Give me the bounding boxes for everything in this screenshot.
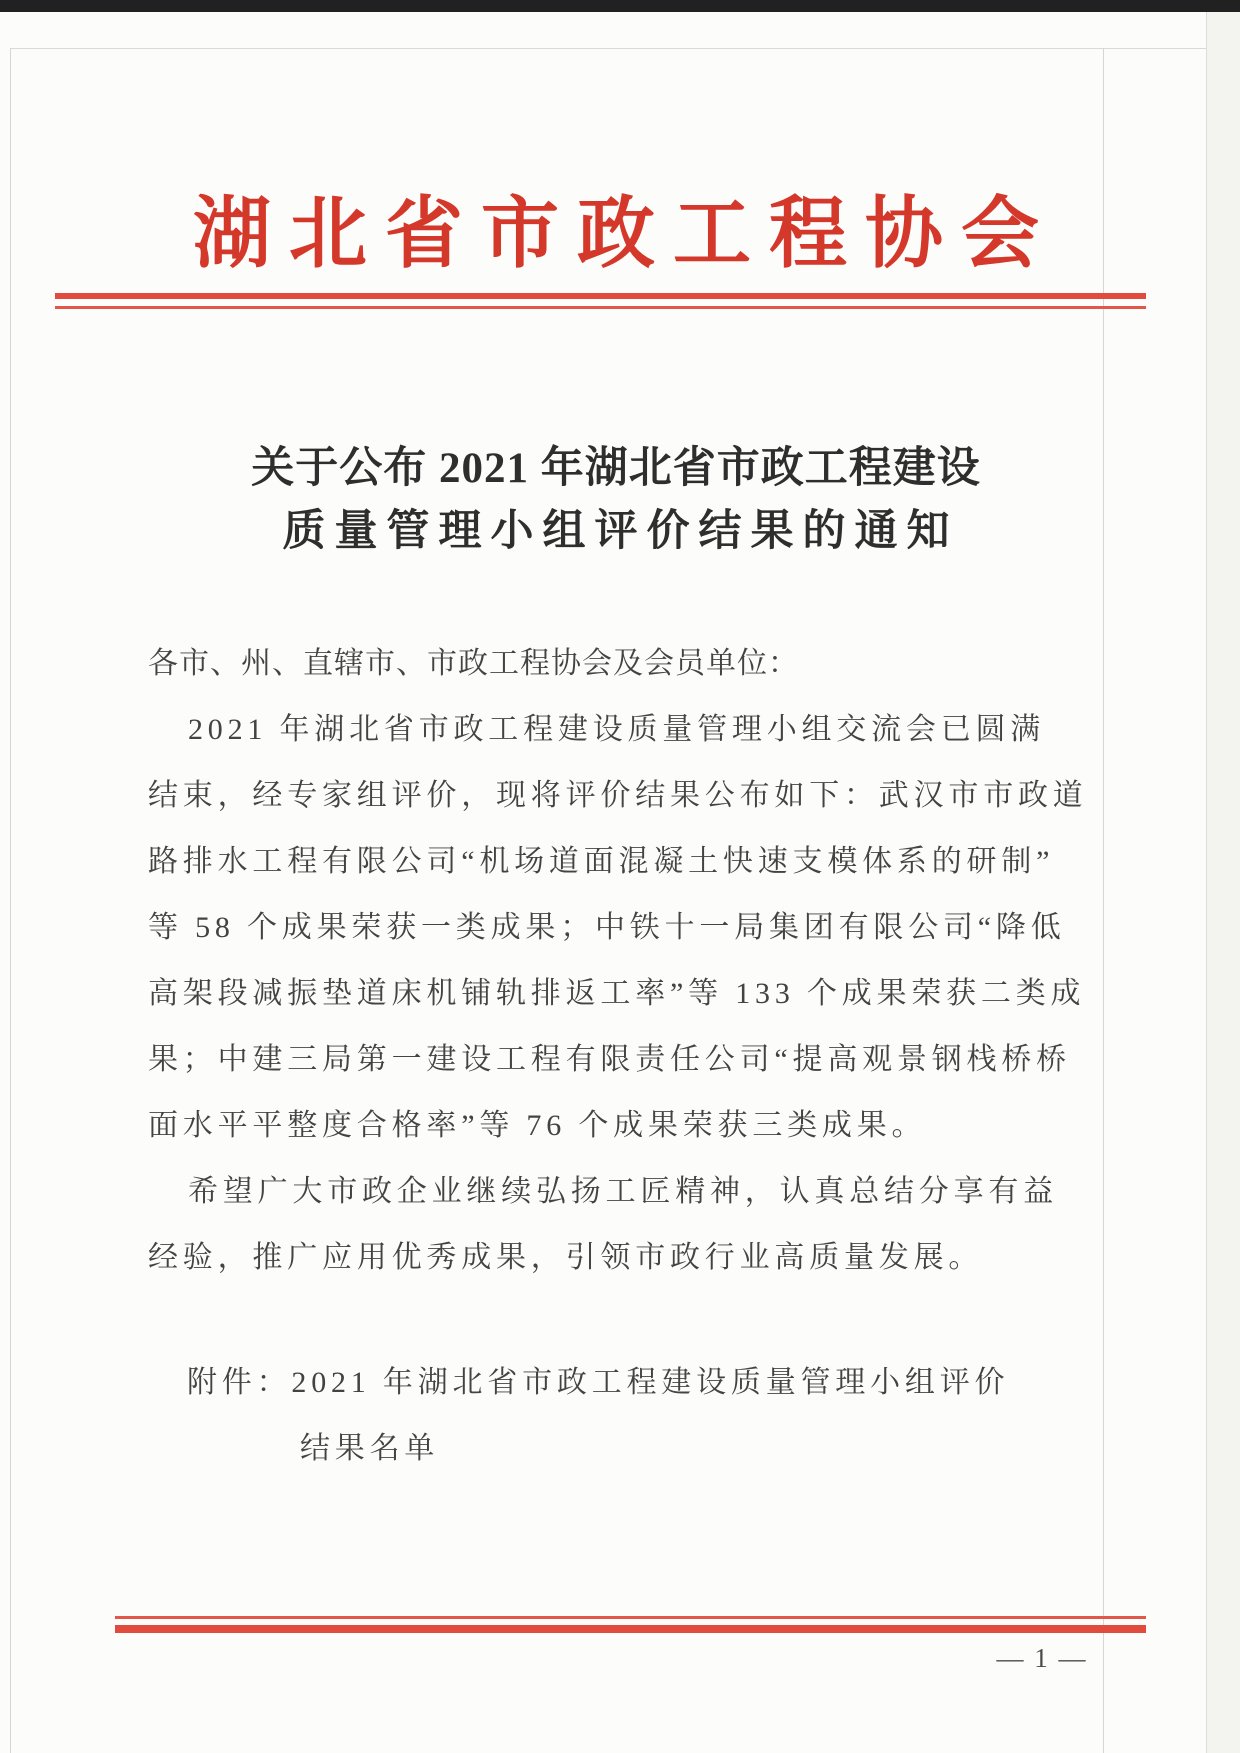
body-line: 等 58 个成果荣获一类成果；中铁十一局集团有限公司“降低 xyxy=(148,911,1066,944)
body-line: 路排水工程有限公司“机场道面混凝土快速支模体系的研制” xyxy=(148,845,1055,878)
body-line: 面水平平整度合格率”等 76 个成果荣获三类成果。 xyxy=(148,1109,927,1142)
salutation-line: 各市、州、直辖市、市政工程协会及会员单位： xyxy=(148,647,799,680)
attachment-line2: 结果名单 xyxy=(300,1432,440,1465)
document-body xyxy=(148,631,1091,1291)
footer-rule-thick xyxy=(115,1625,1146,1633)
document-title-line2: 质量管理小组评价结果的通知 xyxy=(282,508,959,555)
page-number: — 1 — xyxy=(996,1643,1088,1673)
body-line: 结束，经专家组评价，现将评价结果公布如下：武汉市市政道 xyxy=(148,779,1088,812)
scan-edge-artifact xyxy=(0,0,1240,12)
document-title-line1: 关于公布 2021 年湖北省市政工程建设 xyxy=(251,445,981,492)
body-line: 经验，推广应用优秀成果，引领市政行业高质量发展。 xyxy=(148,1241,984,1274)
header-rule-thick xyxy=(55,293,1146,299)
org-name-header: 湖北省市政工程协会 xyxy=(192,190,1057,277)
footer-rule-thin xyxy=(115,1616,1146,1619)
body-line: 高架段减振垫道床机铺轨排返工率”等 133 个成果荣获二类成 xyxy=(148,977,1086,1010)
sheet-edge-top xyxy=(10,48,1206,49)
attachment-note xyxy=(148,1350,1091,1482)
body-line: 希望广大市政企业继续弘扬工匠精神，认真总结分享有益 xyxy=(188,1175,1058,1208)
attachment-line1: 附件：2021 年湖北省市政工程建设质量管理小组评价 xyxy=(187,1366,1010,1399)
sheet-fold-line xyxy=(1103,48,1104,1753)
header-rule-thin xyxy=(55,306,1146,309)
body-line: 2021 年湖北省市政工程建设质量管理小组交流会已圆满 xyxy=(188,713,1046,746)
body-line: 果；中建三局第一建设工程有限责任公司“提高观景钢栈桥桥 xyxy=(148,1043,1071,1076)
sheet-edge-left xyxy=(10,48,11,1753)
document-title xyxy=(140,437,1092,563)
scan-background-right xyxy=(1206,12,1240,1753)
